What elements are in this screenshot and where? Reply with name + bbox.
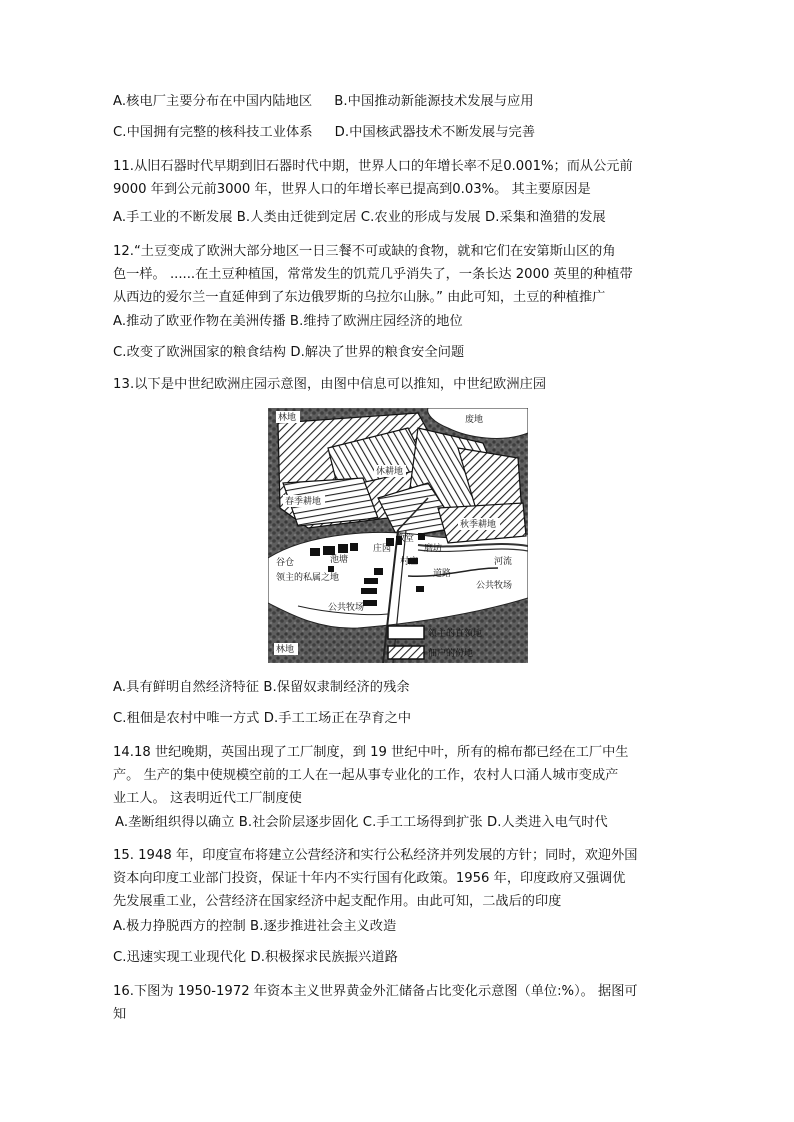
q10-options-row-1 <box>113 93 534 111</box>
q15-options-row-2: C.迅速实现工业现代化 D.积极探求民族振兴道路 <box>113 950 398 965</box>
label-legend-demesne: 领主的直领地 <box>428 629 483 639</box>
label-legend-tenant: 佃户的份地 <box>428 649 474 659</box>
label-church: 教堂 <box>396 534 415 544</box>
q16-stem <box>113 980 688 1026</box>
q14-stem-line-1: 14.18 世纪晚期，英国出现了工厂制度，到 19 世纪中叶，所有的棉布都已经在工厂中生 <box>113 745 629 760</box>
label-forest-bottom: 林地 <box>276 645 295 655</box>
q11-stem <box>113 155 688 201</box>
label-lord-private: 领主的私属之地 <box>276 573 340 583</box>
q14-stem-line-2: 产。 生产的集中使规模空前的工人在一起从事专业化的工作，农村人口涌人城市变成产 <box>113 768 619 783</box>
q15-options-row-1: A.极力挣脱西方的控制 B.逐步推进社会主义改造 <box>113 919 397 934</box>
q10-option-b: B.中国推动新能源技术发展与应用 <box>334 94 534 109</box>
manor-map <box>268 408 528 663</box>
label-common-pasture-right: 公共牧场 <box>476 581 513 591</box>
label-fallow: 休耕地 <box>376 467 404 477</box>
q10-options-row-2 <box>113 124 535 142</box>
q11-stem-line-2: 9000 年到公元前3000 年，世界人口的年增长率已提高到0.03%。 其主要原因是 <box>113 182 591 197</box>
label-river: 河流 <box>494 557 513 567</box>
q12-stem-line-3: 从西边的爱尔兰一直延伸到了东边俄罗斯的乌拉尔山脉。” 由此可知，土豆的种植推广 <box>113 290 606 305</box>
q14-options: A.垄断组织得以确立 B.社会阶层逐步固化 C.手工工场得到扩张 D.人类进入电气时代 <box>115 815 608 830</box>
label-autumn-field: 秋季耕地 <box>460 520 497 530</box>
q16-stem-line-1: 16.下图为 1950-1972 年资本主义世界黄金外汇储备占比变化示意图（单位:%）。 据图可 <box>113 984 638 999</box>
q12-options-row-1: A.推动了欧亚作物在美洲传播 B.维持了欧洲庄园经济的地位 <box>113 314 463 329</box>
q12-stem-line-2: 色一样。 ......在土豆种植国，常常发生的饥荒几乎消失了，一条长达 2000 英里的种植带 <box>113 267 633 282</box>
q10-option-d: D.中国核武器技术不断发展与完善 <box>334 125 536 140</box>
q13-options-row-1: A.具有鲜明自然经济特征 B.保留奴隶制经济的残余 <box>113 680 410 695</box>
label-pond: 池塘 <box>330 555 349 565</box>
q12-stem-line-1: 12.“土豆变成了欧洲大部分地区一日三餐不可或缺的食物，就和它们在安第斯山区的角 <box>113 244 616 259</box>
q11-options: A.手工业的不断发展 B.人类由迁徙到定居 C.农业的形成与发展 D.采集和渔猎的发展 <box>113 210 606 225</box>
q15-stem-line-1: 15. 1948 年，印度宣布将建立公营经济和实行公私经济并列发展的方针；同时，欢迎外国 <box>113 848 638 863</box>
q16-stem-line-2: 知 <box>113 1007 127 1022</box>
q15-stem <box>113 844 688 913</box>
label-village: 村庄 <box>400 557 419 567</box>
label-forest-top: 林地 <box>278 413 297 423</box>
q15-stem-line-3: 先发展重工业，公营经济在国家经济中起支配作用。由此可知，二战后的印度 <box>113 894 562 909</box>
q12-options-row-2: C.改变了欧洲国家的粮食结构 D.解决了世界的粮食安全问题 <box>113 345 465 360</box>
label-mill: 磨坊 <box>424 544 443 554</box>
legend-demesne-swatch <box>388 626 424 639</box>
q11-stem-line-1: 11.从旧石器时代早期到旧石器时代中期，世界人口的年增长率不足0.001%；而从公元前 <box>113 159 633 174</box>
label-road: 道路 <box>433 569 452 579</box>
q15-stem-line-2: 资本向印度工业部门投资，保证十年内不实行国有化政策。1956 年，印度政府又强调优 <box>113 871 626 886</box>
q10-option-a: A.核电厂主要分布在中国内陆地区 <box>113 94 313 109</box>
q12-stem <box>113 240 688 309</box>
label-wasteland: 废地 <box>465 415 484 425</box>
q10-option-c: C.中国拥有完整的核科技工业体系 <box>113 125 313 140</box>
legend-tenant-swatch <box>388 646 424 659</box>
q14-stem <box>113 741 688 810</box>
q14-stem-line-3: 业工人。 这表明近代工厂制度使 <box>113 791 302 806</box>
label-granary: 谷仓 <box>276 558 295 568</box>
q13-options-row-2: C.租佃是农村中唯一方式 D.手工工场正在孕育之中 <box>113 711 412 726</box>
q13-stem: 13.以下是中世纪欧洲庄园示意图，由图中信息可以推知，中世纪欧洲庄园 <box>113 377 547 392</box>
label-spring-field: 春季耕地 <box>285 497 322 507</box>
label-common-pasture-left: 公共牧场 <box>328 603 365 613</box>
label-manor-house: 庄园 <box>373 544 392 554</box>
